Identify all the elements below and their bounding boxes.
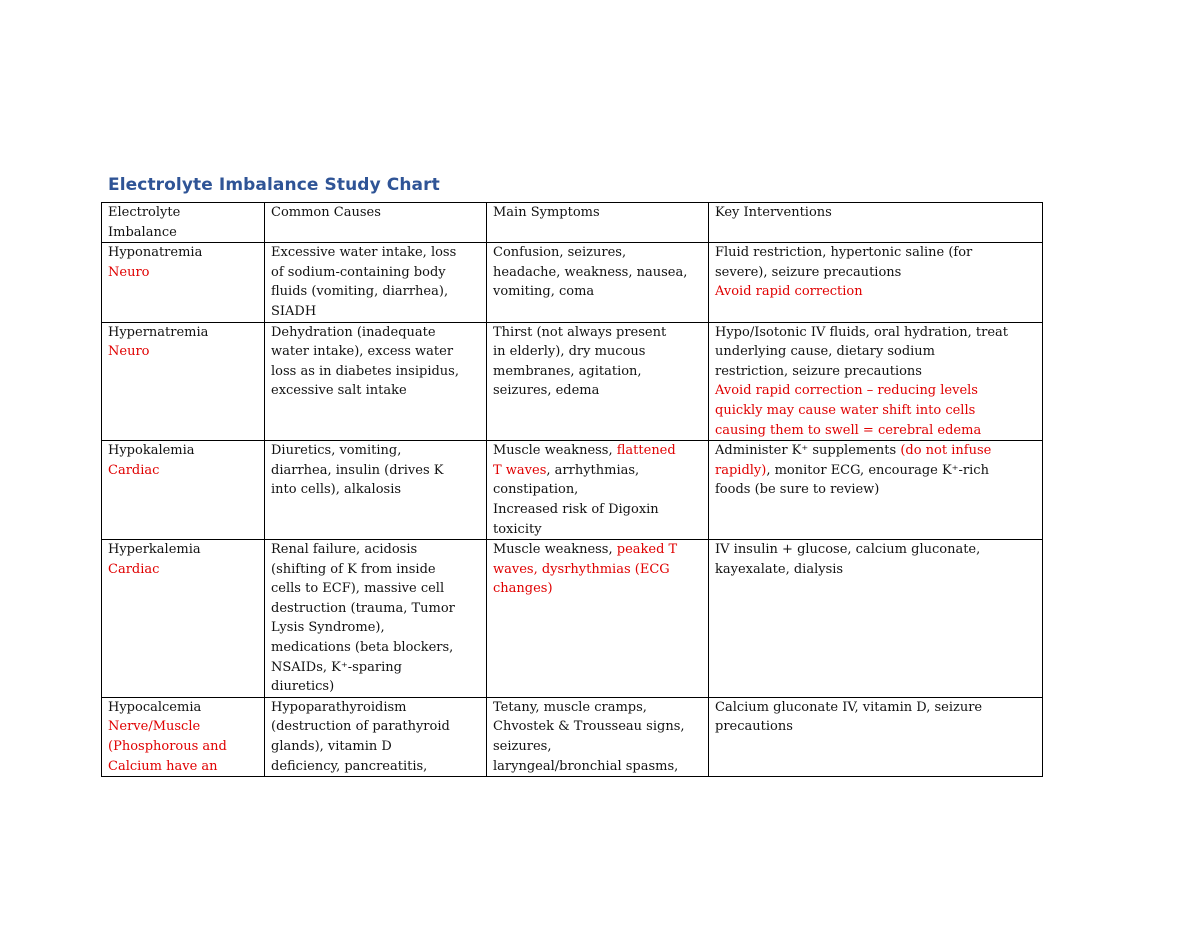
cell-text: Muscle weakness, [493, 443, 617, 459]
cell-line: Thirst (not always present [493, 324, 667, 340]
system-tag: Cardiac [108, 462, 160, 478]
cell-line [715, 560, 1038, 580]
cell-text: constipation, [493, 482, 579, 498]
table-header-row [102, 203, 1043, 243]
imbalance-cell [102, 441, 265, 540]
electrolyte-table [101, 202, 1043, 777]
cell-line: (destruction of parathyroid [271, 719, 450, 735]
header-symptoms [487, 203, 709, 243]
interventions-cell [709, 243, 1043, 322]
header-causes [265, 203, 487, 243]
cell-line: restriction, seizure precautions [715, 363, 922, 379]
interventions-cell [709, 441, 1043, 540]
causes-cell [265, 322, 487, 441]
highlighted-text: rapidly) [715, 462, 767, 478]
symptoms-cell [487, 243, 709, 322]
cell-line [493, 441, 704, 461]
cell-line: causing them to swell = cerebral edema [715, 422, 982, 438]
cell-line: SIADH [271, 303, 317, 319]
table-body [102, 243, 1043, 777]
page-title: Electrolyte Imbalance Study Chart [108, 175, 440, 195]
cell-line: Avoid rapid correction [715, 284, 863, 300]
imbalance-cell [102, 540, 265, 698]
cell-line: diuretics) [271, 679, 335, 695]
cell-line: loss as in diabetes insipidus, [271, 363, 459, 379]
imbalance-cell [102, 697, 265, 776]
imbalance-name: Hypocalcemia [108, 699, 202, 715]
system-tag: Cardiac [108, 561, 160, 577]
cell-text: Administer K⁺ supplements [715, 443, 901, 459]
header-text: Key Interventions [715, 205, 832, 220]
cell-line: vomiting, coma [493, 284, 595, 300]
cell-line: Hypo/Isotonic IV fluids, oral hydration, treat [715, 324, 1008, 340]
cell-text: foods (be sure to review) [715, 482, 880, 498]
symptoms-cell [487, 697, 709, 776]
header-text: Common Causes [271, 205, 381, 220]
cell-line [493, 520, 704, 540]
cell-line: quickly may cause water shift into cells [715, 402, 976, 418]
symptoms-cell [487, 441, 709, 540]
causes-cell [265, 697, 487, 776]
table-row [102, 441, 1043, 540]
table-row [102, 540, 1043, 698]
cell-line: (shifting of K from inside [271, 561, 436, 577]
cell-line: diarrhea, insulin (drives K [271, 462, 444, 478]
table-row [102, 243, 1043, 322]
highlighted-text: changes) [493, 581, 553, 597]
cell-line: Confusion, seizures, [493, 245, 627, 261]
highlighted-text: waves, dysrhythmias (ECG [493, 561, 670, 577]
highlighted-text: peaked T [616, 542, 678, 558]
cell-line: Avoid rapid correction – reducing levels [715, 383, 978, 399]
cell-text: Increased risk of Digoxin [493, 501, 659, 517]
cell-text: , monitor ECG, encourage K⁺-rich [766, 462, 989, 478]
cell-line: NSAIDs, K⁺-sparing [271, 659, 402, 675]
highlighted-text: (do not infuse [900, 443, 992, 459]
cell-line: membranes, agitation, [493, 363, 642, 379]
system-tag: (Phosphorous and [108, 739, 227, 755]
cell-line: into cells), alkalosis [271, 482, 402, 498]
header-imbalance [102, 203, 265, 243]
cell-line: of sodium-containing body [271, 264, 446, 280]
causes-cell [265, 243, 487, 322]
cell-line: in elderly), dry mucous [493, 344, 646, 360]
system-tag: Neuro [108, 344, 150, 360]
cell-line [715, 441, 1038, 461]
cell-line [715, 540, 1038, 560]
cell-line: glands), vitamin D [271, 739, 392, 755]
imbalance-name: Hyponatremia [108, 245, 203, 261]
imbalance-cell [102, 243, 265, 322]
interventions-cell [709, 697, 1043, 776]
cell-text: , arrhythmias, [546, 462, 640, 478]
symptoms-cell [487, 540, 709, 698]
cell-line: underlying cause, dietary sodium [715, 344, 936, 360]
cell-line: Tetany, muscle cramps, [493, 699, 647, 715]
cell-line: severe), seizure precautions [715, 264, 902, 280]
cell-line: Excessive water intake, loss [271, 245, 457, 261]
system-tag: Nerve/Muscle [108, 719, 201, 735]
header-text: Electrolyte [108, 205, 181, 220]
cell-line [493, 560, 704, 580]
header-text: Main Symptoms [493, 205, 600, 220]
cell-line: Diuretics, vomiting, [271, 443, 402, 459]
header-interventions [709, 203, 1043, 243]
cell-line [493, 540, 704, 560]
causes-cell [265, 540, 487, 698]
cell-line: medications (beta blockers, [271, 640, 454, 656]
cell-text: kayexalate, dialysis [715, 561, 844, 577]
cell-text: toxicity [493, 521, 542, 537]
cell-line: Hypoparathyroidism [271, 699, 407, 715]
cell-line: Chvostek & Trousseau signs, [493, 719, 685, 735]
causes-cell [265, 441, 487, 540]
cell-line: precautions [715, 719, 793, 735]
cell-line [715, 461, 1038, 481]
cell-line: Fluid restriction, hypertonic saline (for [715, 245, 973, 261]
table-row [102, 322, 1043, 441]
cell-line: laryngeal/bronchial spasms, [493, 758, 679, 774]
highlighted-text: T waves [493, 462, 547, 478]
cell-line: fluids (vomiting, diarrhea), [271, 284, 449, 300]
interventions-cell [709, 540, 1043, 698]
cell-line [493, 461, 704, 481]
imbalance-name: Hyperkalemia [108, 542, 201, 558]
cell-line [493, 480, 704, 500]
cell-line: Lysis Syndrome), [271, 620, 385, 636]
highlighted-text: flattened [616, 443, 676, 459]
system-tag: Calcium have an [108, 758, 218, 774]
system-tag: Neuro [108, 264, 150, 280]
imbalance-name: Hypokalemia [108, 443, 195, 459]
cell-line [493, 579, 704, 599]
imbalance-name: Hypernatremia [108, 324, 209, 340]
cell-line: Dehydration (inadequate [271, 324, 436, 340]
symptoms-cell [487, 322, 709, 441]
interventions-cell [709, 322, 1043, 441]
cell-text: IV insulin + glucose, calcium gluconate, [715, 542, 981, 558]
cell-text: Muscle weakness, [493, 542, 617, 558]
cell-line: deficiency, pancreatitis, [271, 758, 428, 774]
cell-line: headache, weakness, nausea, [493, 264, 688, 280]
cell-line [493, 500, 704, 520]
cell-line: excessive salt intake [271, 383, 407, 399]
cell-line: water intake), excess water [271, 344, 454, 360]
cell-line: Renal failure, acidosis [271, 542, 418, 558]
table-row [102, 697, 1043, 776]
imbalance-cell [102, 322, 265, 441]
header-text: Imbalance [108, 224, 177, 240]
cell-line: cells to ECF), massive cell [271, 581, 445, 597]
cell-line: seizures, [493, 739, 552, 755]
cell-line [715, 480, 1038, 500]
cell-line: destruction (trauma, Tumor [271, 600, 455, 616]
cell-line: Calcium gluconate IV, vitamin D, seizure [715, 699, 983, 715]
cell-line: seizures, edema [493, 383, 600, 399]
